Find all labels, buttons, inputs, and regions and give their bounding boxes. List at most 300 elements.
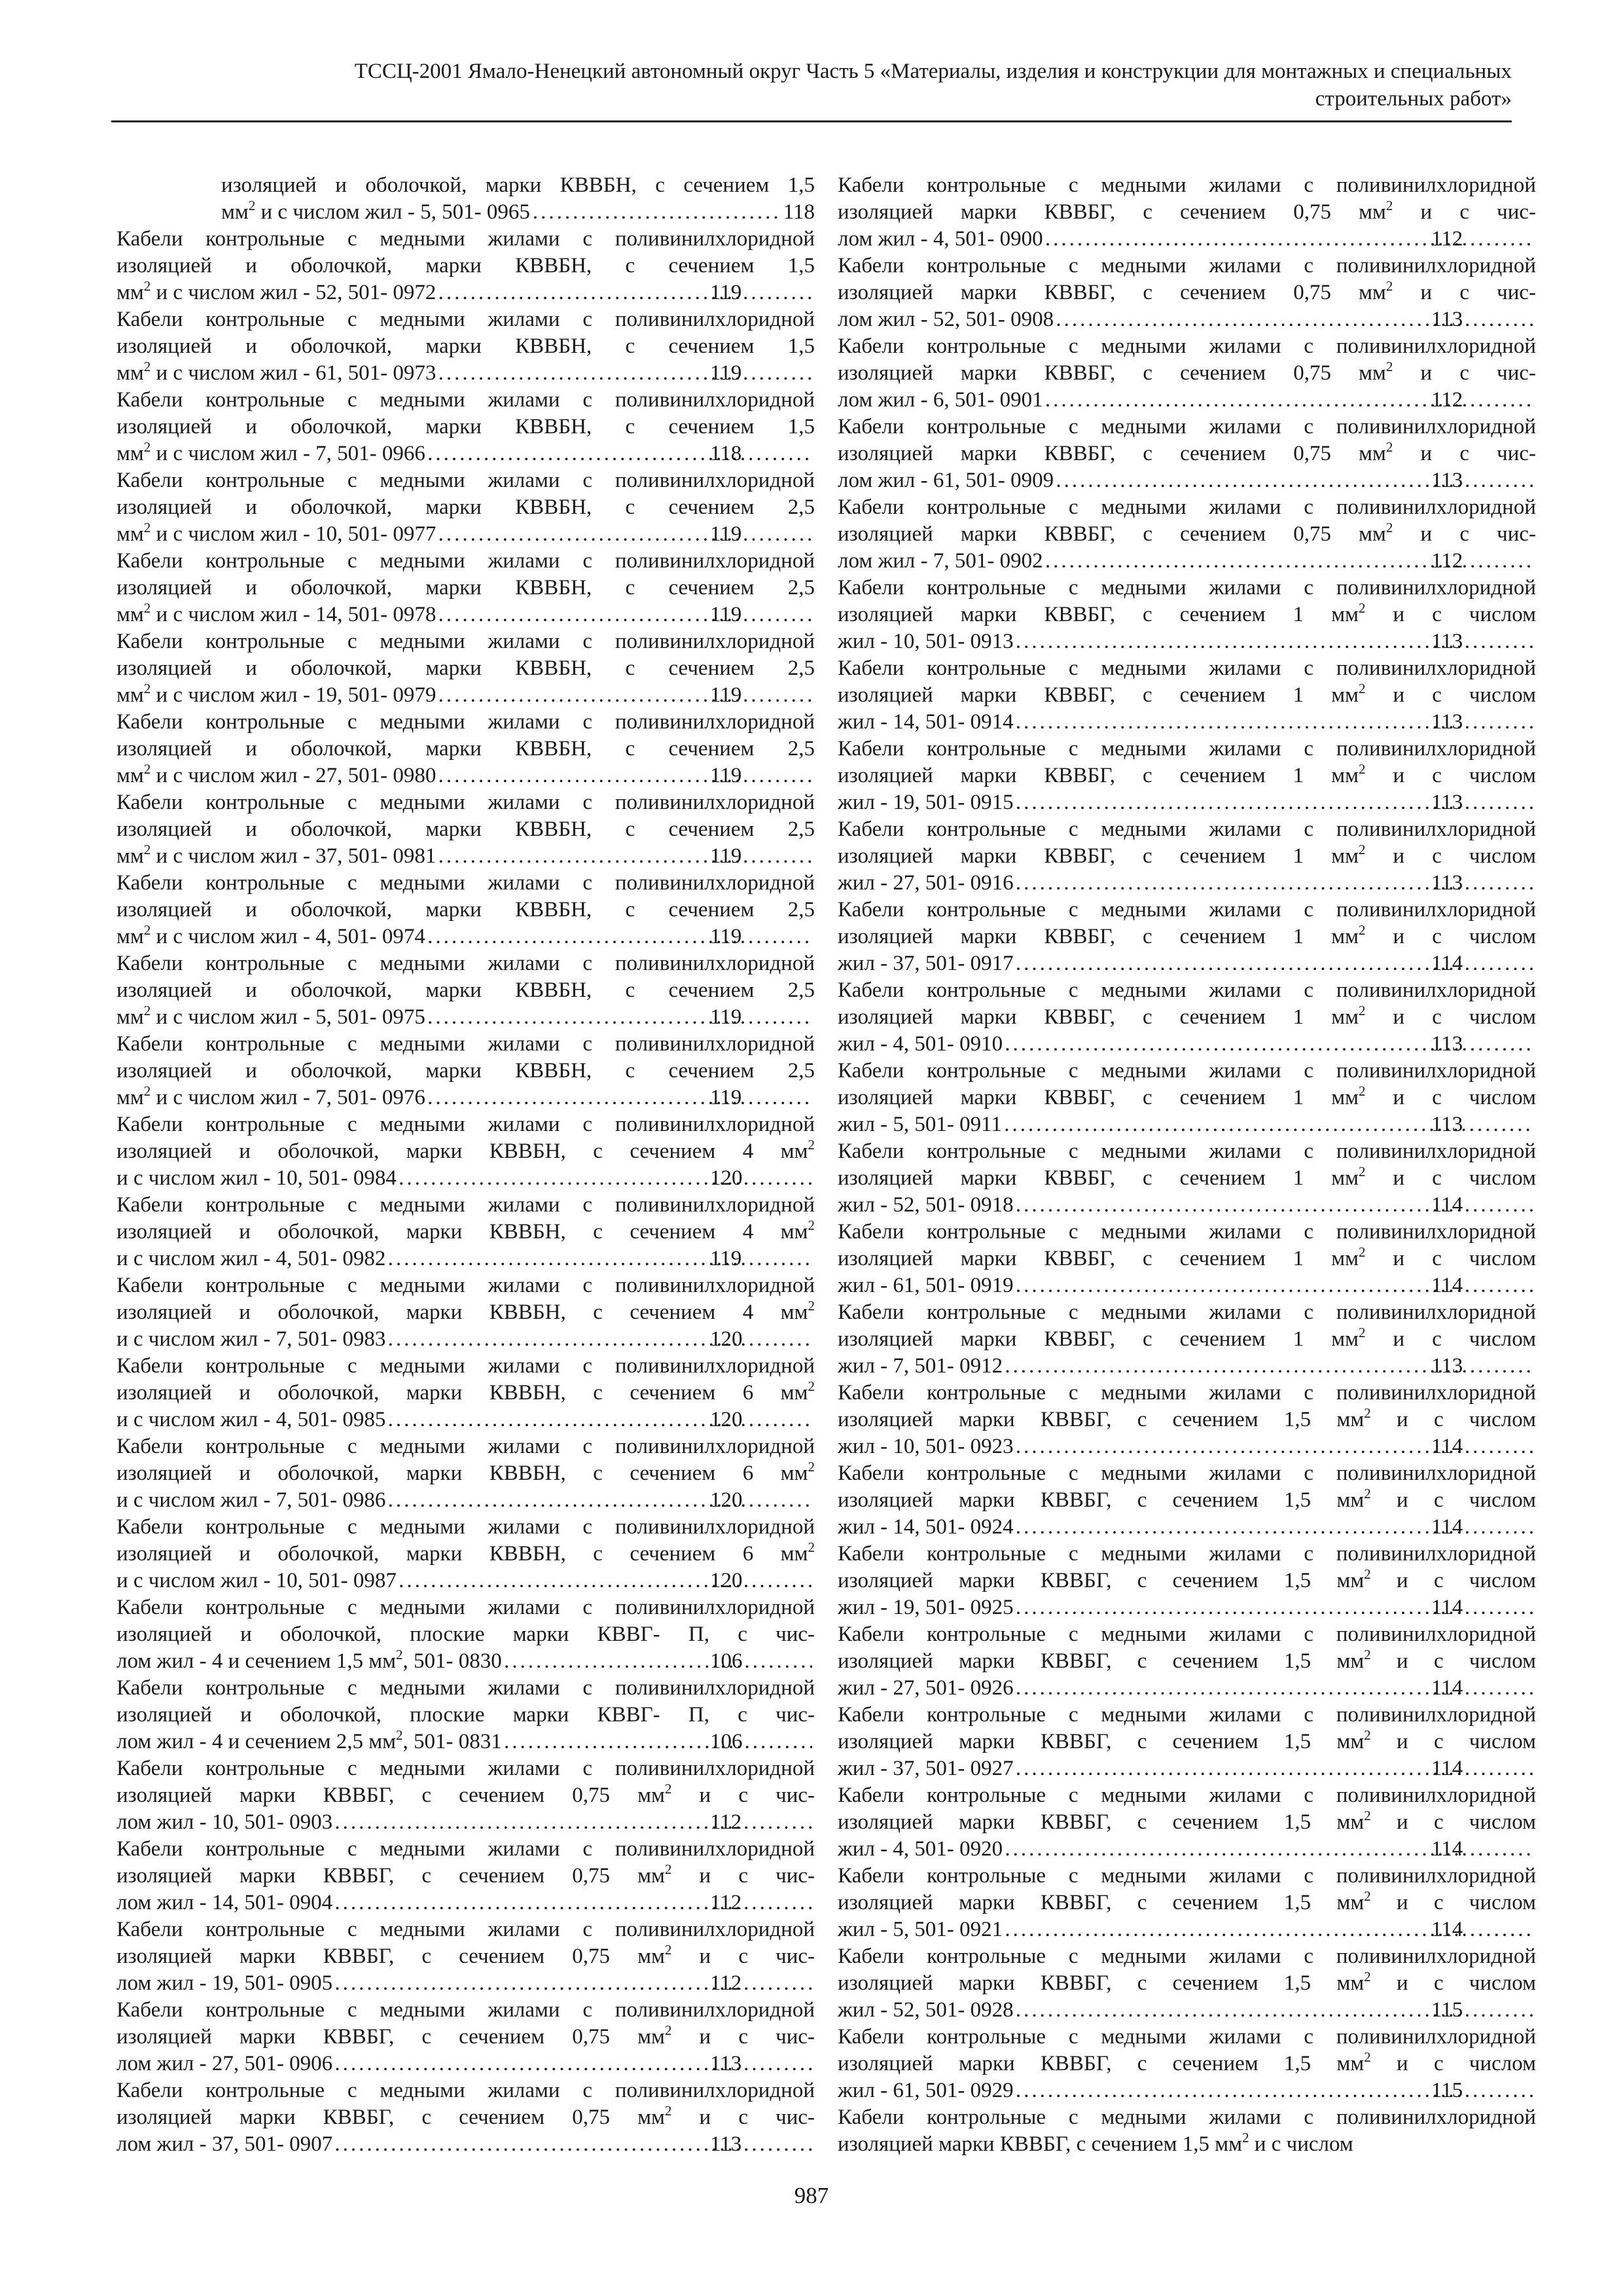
entry-line	[838, 1647, 1537, 1675]
dot-leader	[438, 521, 812, 548]
entry-text: и с чис-	[671, 2025, 815, 2049]
index-entry	[838, 333, 1536, 414]
entry-text-part: жил - 27, 501- 0916	[838, 871, 1014, 895]
entry-text: и с числом	[1365, 603, 1537, 626]
entry-text	[838, 1997, 1014, 2024]
entry-line	[838, 1083, 1537, 1111]
entry-last-line: лом жил - 7, 501- 0902 ..... 112	[942, 548, 1536, 575]
entry-last-line: $мм^2$ и с числом жил - 37, 501- 0981 ..... 119	[221, 843, 815, 870]
index-entry	[838, 494, 1536, 575]
entry-text: изоляцией марки КВВБГ, с сечением 1,5 мм	[838, 1730, 1364, 1753]
superscript: 2	[1385, 520, 1393, 535]
entry-text-part: и с числом жил - 4, 501- 0985	[116, 1408, 386, 1431]
entry-last-line: $мм^2$ и с числом жил - 7, 501- 0966 ..... 118	[221, 440, 815, 467]
entry-text: и с чис-	[1393, 200, 1537, 224]
superscript: 2	[143, 439, 151, 455]
entry-line	[116, 2022, 815, 2051]
entry-text: изоляцией марки КВВБГ, с сечением 1 мм	[838, 683, 1359, 707]
superscript: 2	[1364, 1405, 1371, 1421]
entry-line: Кабели контрольные с медными жилами с поливинилхлоридной	[838, 2106, 1536, 2129]
entry-line	[116, 1942, 815, 1970]
superscript: 2	[396, 1727, 403, 1743]
entry-text-part: , 501- 0830	[402, 1649, 502, 1673]
entry-line: изоляцией и оболочкой, марки КВВБН, с сечением 2,5	[116, 737, 815, 761]
entry-line	[838, 600, 1537, 628]
dot-leader	[438, 682, 812, 709]
index-entry	[838, 816, 1536, 897]
entry-text	[838, 467, 1054, 494]
dot-leader	[399, 1165, 812, 1192]
index-entry	[838, 897, 1536, 977]
entry-text-part: и с числом жил - 4, 501- 0982	[116, 1247, 386, 1270]
index-entry	[116, 1272, 815, 1353]
entry-line: Кабели контрольные с медными жилами с поливинилхлоридной	[116, 2079, 815, 2102]
entry-line: Кабели контрольные с медными жилами с поливинилхлоридной	[838, 1623, 1536, 1646]
superscript: 2	[1385, 359, 1393, 374]
entry-text-part: жил - 19, 501- 0925	[838, 1596, 1014, 1619]
entry-line	[838, 922, 1537, 950]
entry-last-line: жил - 52, 501- 0928 ..... 115	[942, 1997, 1536, 2024]
entry-line: Кабели контрольные с медными жилами с поливинилхлоридной	[838, 817, 1536, 841]
superscript: 2	[664, 1781, 672, 1797]
entry-text-part: и с числом жил - 19, 501- 0979	[151, 683, 437, 707]
entry-text-part: жил - 5, 501- 0911	[838, 1113, 1002, 1136]
entry-text: и с числом	[1370, 1730, 1537, 1753]
entry-line: Кабели контрольные с медными жилами с поливинилхлоридной	[116, 710, 815, 734]
entry-text	[116, 1165, 397, 1192]
entry-text: изоляцией марки КВВБГ, с сечением 1,5 мм	[838, 1488, 1364, 1512]
superscript: 2	[1364, 1888, 1371, 1904]
entry-line: изоляцией и оболочкой, марки КВВБН, с сечением 2,5	[116, 495, 815, 519]
entry-last-line: $мм^2$ и с числом жил - 7, 501- 0976 ..... 119	[221, 1085, 815, 1111]
superscript: 2	[1358, 1244, 1366, 1260]
entry-last-line: жил - 37, 501- 0917 ..... 114	[942, 950, 1536, 977]
entry-text-part: лом жил - 6, 501- 0901	[838, 388, 1043, 412]
entry-text-part: жил - 52, 501- 0928	[838, 1998, 1014, 2022]
entry-line	[116, 1459, 815, 1487]
entry-text	[838, 387, 1043, 414]
entry-text	[838, 789, 1014, 816]
entry-text-part: и с числом жил - 10, 501- 0984	[116, 1166, 397, 1190]
superscript: 2	[1358, 1083, 1366, 1099]
entry-last-line: жил - 61, 501- 0919 ..... 114	[942, 1272, 1536, 1299]
entry-line: Кабели контрольные с медными жилами с поливинилхлоридной	[116, 1274, 815, 1297]
superscript: 2	[1364, 2049, 1371, 2065]
entry-line: Кабели контрольные с медными жилами с поливинилхлоридной	[838, 898, 1536, 922]
entry-text: изоляцией марки КВВБГ, с сечением 0,75 мм	[838, 281, 1386, 304]
entry-text	[838, 1916, 1003, 1943]
entry-line: Кабели контрольные с медными жилами с поливинилхлоридной	[116, 1354, 815, 1378]
entry-line	[838, 1566, 1537, 1594]
superscript: 2	[1358, 1325, 1366, 1340]
entry-line	[838, 1325, 1537, 1353]
entry-text-part: и с числом жил - 14, 501- 0978	[151, 603, 437, 626]
entry-last-line: жил - 7, 501- 0912 ..... 113	[942, 1353, 1536, 1380]
entry-text: и с числом	[1365, 1166, 1537, 1190]
entry-last-line: $мм^2$ и с числом жил - 19, 501- 0979 ..... 119	[221, 682, 815, 709]
entry-line: Кабели контрольные с медными жилами с поливинилхлоридной	[838, 254, 1536, 278]
entry-line	[116, 1781, 815, 1809]
index-entry	[838, 1702, 1536, 1782]
entry-line	[116, 1217, 815, 1246]
index-entry	[116, 628, 815, 709]
dot-leader	[428, 1004, 812, 1031]
entry-text	[116, 1809, 333, 1836]
entry-last-line: и с числом жил - 10, 501- 0984 ..... 120	[221, 1165, 815, 1192]
entry-last-line: жил - 10, 501- 0923 ..... 114	[942, 1433, 1536, 1460]
entry-text	[116, 1083, 425, 1111]
index-entry	[116, 870, 815, 950]
entry-text: и с числом	[1365, 1327, 1537, 1351]
entry-line	[116, 1378, 815, 1407]
superscript: 2	[1358, 922, 1366, 938]
entry-text-part: лом жил - 4 и сечением 2,5 мм	[116, 1730, 397, 1753]
entry-last-line: $мм^2$ и с числом жил - 4, 501- 0974 ..... 119	[221, 924, 815, 950]
entry-last-line: $мм^2$ и с числом жил - 52, 501- 0972 ..... 119	[221, 279, 815, 306]
entry-last-line: жил - 19, 501- 0915 ..... 113	[942, 789, 1536, 816]
entry-text	[838, 950, 1014, 977]
superscript: 2	[1364, 1566, 1371, 1582]
superscript: 2	[143, 681, 151, 696]
entry-text: изоляцией марки КВВБГ, с сечением 0,75 мм	[838, 200, 1386, 224]
entry-text: изоляцией и оболочкой, марки КВВБН, с сечением 6 мм	[116, 1462, 808, 1485]
entry-text: изоляцией и оболочкой, марки КВВБН, с сечением 4 мм	[116, 1220, 808, 1244]
entry-line	[838, 520, 1537, 548]
entry-text	[838, 1031, 1003, 1058]
index-entry	[838, 575, 1536, 655]
index-entry	[116, 1433, 815, 1514]
entry-last-line: жил - 37, 501- 0927 ..... 114	[942, 1755, 1536, 1782]
entry-line	[116, 1539, 815, 1568]
entry-line	[838, 1164, 1537, 1192]
index-column-right	[838, 172, 1536, 2158]
entry-text-part: и с числом жил - 5, 501- 0965	[255, 200, 530, 224]
entry-text-part: и с числом жил - 10, 501- 0987	[116, 1569, 397, 1592]
index-entry	[838, 1541, 1536, 1621]
entry-text: изоляцией марки КВВБГ, с сечением 1 мм	[838, 1005, 1359, 1029]
entry-line: Кабели контрольные с медными жилами с поливинилхлоридной	[838, 1139, 1536, 1163]
dot-leader	[438, 762, 812, 789]
entry-text-part: и с числом жил - 7, 501- 0983	[116, 1327, 386, 1351]
dot-leader	[438, 601, 812, 628]
superscript: 2	[248, 198, 256, 213]
entry-line: изоляцией и оболочкой, марки КВВБН, с сечением 2,5	[116, 978, 815, 1002]
dot-leader	[505, 1729, 812, 1755]
entry-text-part: мм	[116, 683, 144, 707]
index-entry	[116, 1916, 815, 1997]
index-column-left	[116, 172, 815, 2158]
dot-leader	[428, 924, 812, 950]
entry-text-part: жил - 5, 501- 0921	[838, 1918, 1003, 1941]
superscript: 2	[1358, 1164, 1366, 1179]
entry-text: изоляцией марки КВВБГ, с сечением 0,75 мм	[116, 2025, 665, 2049]
entry-last-line: жил - 4, 501- 0910 ..... 113	[942, 1031, 1536, 1058]
entry-text-part: и с числом жил - 10, 501- 0977	[151, 522, 437, 546]
entry-text: изоляцией марки КВВБГ, с сечением 1,5 мм	[838, 2132, 1243, 2156]
entry-line: Кабели контрольные с медными жилами с поливинилхлоридной	[116, 1515, 815, 1539]
entry-text	[116, 1326, 386, 1353]
entry-line: Кабели контрольные с медными жилами с поливинилхлоридной	[116, 549, 815, 573]
entry-line: Кабели контрольные с медными жилами с поливинилхлоридной	[838, 576, 1536, 600]
index-entry	[116, 387, 815, 467]
entry-line: Кабели контрольные с медными жилами с поливинилхлоридной	[116, 227, 815, 251]
index-entry	[838, 2024, 1536, 2104]
entry-line: Кабели контрольные с медными жилами с поливинилхлоридной	[116, 1757, 815, 1780]
entry-line: Кабели контрольные с медными жилами с поливинилхлоридной	[116, 791, 815, 814]
entry-text-part: лом жил - 14, 501- 0904	[116, 1891, 333, 1914]
superscript: 2	[808, 1298, 815, 1314]
index-entry	[116, 1192, 815, 1272]
entry-line	[838, 198, 1537, 226]
index-entry	[116, 1031, 815, 1111]
entry-line: изоляцией и оболочкой, марки КВВБН, с сечением 1,5	[116, 254, 815, 278]
index-entry	[116, 1111, 815, 1192]
entry-line: Кабели контрольные с медными жилами с поливинилхлоридной	[838, 334, 1536, 358]
entry-text-part: жил - 10, 501- 0923	[838, 1435, 1014, 1458]
entry-text-part: жил - 27, 501- 0926	[838, 1676, 1014, 1700]
entry-line	[838, 842, 1537, 870]
entry-text-part: жил - 19, 501- 0915	[838, 791, 1014, 814]
entry-text: и с чис-	[1393, 522, 1537, 546]
index-entry	[838, 655, 1536, 736]
entry-text	[116, 439, 425, 467]
entry-line	[838, 1969, 1537, 1997]
entry-line	[838, 1486, 1537, 1514]
header-line-1: ТССЦ-2001 Ямало-Ненецкий автономный округ Часть 5 «Материалы, изделия и конструкции для монтажных и специальных	[354, 60, 1512, 83]
entry-text	[838, 1433, 1014, 1460]
dot-leader	[428, 1085, 812, 1111]
index-entry	[116, 789, 815, 870]
entry-last-line: $мм^2$ и с числом жил - 27, 501- 0980 ..... 119	[221, 762, 815, 789]
entry-line: Кабели контрольные с медными жилами с поливинилхлоридной	[116, 630, 815, 653]
header-line-2: строительных работ»	[1315, 87, 1512, 111]
entry-last-line: лом жил - 19, 501- 0905 ..... 112	[221, 1970, 815, 1997]
entry-text	[838, 1192, 1014, 1219]
entry-line: Кабели контрольные с медными жилами с поливинилхлоридной	[116, 1435, 815, 1458]
entry-last-line: лом жил - 6, 501- 0901 ..... 112	[942, 387, 1536, 414]
dot-leader	[388, 1246, 812, 1272]
entry-text-part: мм	[116, 442, 144, 465]
entry-text: и с числом	[1370, 2052, 1537, 2075]
entry-text-part: мм	[116, 1005, 144, 1029]
index-entry	[838, 1299, 1536, 1380]
entry-line: Кабели контрольные с медными жилами с поливинилхлоридной	[116, 1596, 815, 1619]
entry-line	[838, 1244, 1537, 1272]
entry-last-line: и с числом жил - 7, 501- 0983 ..... 120	[221, 1326, 815, 1353]
entry-text-part: жил - 52, 501- 0918	[838, 1193, 1014, 1217]
index-entry	[838, 1621, 1536, 1702]
index-entry	[116, 306, 815, 387]
superscript: 2	[1385, 198, 1393, 213]
entry-text	[116, 1003, 425, 1031]
entry-line: Кабели контрольные с медными жилами с поливинилхлоридной	[838, 1703, 1536, 1727]
entry-text: и с чис-	[671, 2106, 815, 2129]
entry-line: Кабели контрольные с медными жилами с поливинилхлоридной	[116, 1676, 815, 1700]
entry-last-line: лом жил - 14, 501- 0904 ..... 112	[221, 1890, 815, 1916]
entry-text-part: и с числом жил - 27, 501- 0980	[151, 764, 437, 787]
superscript: 2	[664, 1861, 672, 1877]
entry-text	[838, 1675, 1014, 1702]
entry-line	[838, 278, 1537, 306]
superscript: 2	[664, 2103, 672, 2119]
entry-text	[116, 2051, 333, 2077]
entry-text: изоляцией марки КВВБГ, с сечением 0,75 мм	[116, 2106, 665, 2129]
entry-line	[838, 1727, 1537, 1755]
index-entry	[116, 950, 815, 1031]
entry-text-part: мм	[116, 361, 144, 385]
entry-text: изоляцией марки КВВБГ, с сечением 1 мм	[838, 764, 1359, 787]
entry-text: и с числом	[1365, 1086, 1537, 1109]
entry-text: и с числом	[1370, 1649, 1537, 1673]
entry-line: изоляцией и оболочкой, марки КВВБН, с сечением 2,5	[116, 656, 815, 680]
entry-last-line: жил - 4, 501- 0920 ..... 114	[942, 1836, 1536, 1863]
entry-text	[838, 1111, 1002, 1138]
entry-line: изоляцией и оболочкой, марки КВВБН, с сечением 1,5	[116, 334, 815, 358]
entry-last-line: жил - 19, 501- 0925 ..... 114	[942, 1594, 1536, 1621]
entry-line: Кабели контрольные с медными жилами с поливинилхлоридной	[838, 495, 1536, 519]
index-entry	[838, 1058, 1536, 1138]
entry-text: изоляцией марки КВВБГ, с сечением 0,75 мм	[116, 1864, 665, 1888]
entry-last-line: жил - 14, 501- 0924 ..... 114	[942, 1514, 1536, 1541]
index-entry	[116, 1997, 815, 2077]
entry-text-part: мм	[116, 281, 144, 304]
entry-text-part: и с числом жил - 61, 501- 0973	[151, 361, 437, 385]
entry-last-line: жил - 14, 501- 0914 ..... 113	[942, 709, 1536, 736]
entry-text	[116, 2131, 333, 2158]
entry-text: и с числом	[1370, 1810, 1537, 1834]
entry-last-line	[221, 199, 815, 226]
entry-text: и с чис-	[1393, 281, 1537, 304]
superscript: 2	[1364, 1808, 1371, 1823]
entry-text-part: жил - 10, 501- 0913	[838, 630, 1014, 653]
index-entry	[116, 2077, 815, 2158]
index-entry	[838, 977, 1536, 1058]
entry-line	[838, 1003, 1537, 1031]
index-entry	[116, 1353, 815, 1433]
entry-line: изоляцией и оболочкой, марки КВВБН, с сечением 2,5	[116, 576, 815, 600]
entry-line: Кабели контрольные с медными жилами с поливинилхлоридной	[838, 1542, 1536, 1566]
entry-line: Кабели контрольные с медными жилами с поливинилхлоридной	[838, 415, 1536, 439]
entry-text: изоляцией марки КВВБГ, с сечением 1 мм	[838, 603, 1359, 626]
entry-text-part: жил - 4, 501- 0920	[838, 1837, 1003, 1861]
entry-last-line: лом жил - 27, 501- 0906 ..... 113	[221, 2051, 815, 2077]
entry-text-part: жил - 37, 501- 0917	[838, 952, 1014, 975]
entry-last-line: лом жил - 52, 501- 0908 ..... 113	[942, 306, 1536, 333]
entry-text: и с числом	[1365, 683, 1537, 707]
entry-text	[838, 709, 1014, 736]
entry-text: и с числом	[1370, 1569, 1537, 1592]
header-rule	[111, 120, 1512, 122]
entry-text	[838, 1836, 1003, 1863]
entry-text: и с числом	[1370, 1891, 1537, 1914]
entry-last-line: жил - 27, 501- 0926 ..... 114	[942, 1675, 1536, 1702]
superscript: 2	[1358, 761, 1366, 777]
entry-text: изоляцией марки КВВБГ, с сечением 0,75 мм	[838, 361, 1386, 385]
entry-text	[116, 1970, 333, 1997]
entry-text: изоляцией марки КВВБГ, с сечением 1,5 мм	[838, 1891, 1364, 1914]
entry-last-line: лом жил - 4, 501- 0900 ..... 112	[942, 226, 1536, 253]
entry-last-line: и с числом жил - 7, 501- 0986 ..... 120	[221, 1487, 815, 1514]
superscript: 2	[664, 2022, 672, 2038]
entry-text-part: и с числом жил - 52, 501- 0972	[151, 281, 437, 304]
entry-text-part: жил - 61, 501- 0919	[838, 1274, 1014, 1297]
entry-text: и с числом	[1370, 1971, 1537, 1995]
entry-line: Кабели контрольные с медными жилами с поливинилхлоридной	[116, 1113, 815, 1136]
superscript: 2	[664, 1942, 672, 1958]
entry-last-line: и с числом жил - 4, 501- 0982 ..... 119	[221, 1246, 815, 1272]
entry-last-line: жил - 61, 501- 0929 ..... 115	[942, 2077, 1536, 2104]
entry-last-line: $мм^2$ и с числом жил - 5, 501- 0975 ..... 119	[221, 1004, 815, 1031]
index-entry	[116, 172, 815, 226]
superscript: 2	[143, 842, 151, 857]
index-entry	[838, 1380, 1536, 1460]
index-entry	[838, 414, 1536, 494]
entry-line: Кабели контрольные с медными жилами с поливинилхлоридной	[838, 656, 1536, 680]
entry-line	[838, 1808, 1537, 1836]
entry-text	[838, 548, 1043, 575]
superscript: 2	[143, 520, 151, 535]
entry-line: изоляцией и оболочкой, марки КВВБН, с сечением 2,5	[116, 817, 815, 841]
entry-text-part: и с числом жил - 5, 501- 0975	[151, 1005, 425, 1029]
entry-text: изоляцией марки КВВБГ, с сечением 1,5 мм	[838, 2052, 1364, 2075]
index-entry	[116, 1514, 815, 1594]
entry-text: изоляцией марки КВВБГ, с сечением 1,5 мм	[838, 1649, 1364, 1673]
entry-last-line: и с числом жил - 4, 501- 0985 ..... 120	[221, 1407, 815, 1433]
superscript: 2	[143, 278, 151, 294]
index-entry	[838, 1460, 1536, 1541]
dot-leader	[388, 1326, 812, 1353]
superscript: 2	[143, 1003, 151, 1018]
dot-leader	[388, 1487, 812, 1514]
entry-text-part: лом жил - 19, 501- 0905	[116, 1971, 333, 1995]
entry-line: изоляцией и оболочкой, марки КВВБН, с сечением 2,5	[116, 898, 815, 922]
superscript: 2	[396, 1647, 403, 1662]
dot-leader	[505, 1648, 812, 1675]
entry-text-part: лом жил - 10, 501- 0903	[116, 1810, 333, 1834]
entry-text-part: мм	[221, 200, 249, 224]
entry-line: Кабели контрольные с медными жилами с поливинилхлоридной	[838, 1784, 1536, 1807]
superscript: 2	[143, 761, 151, 777]
entry-text-part: мм	[116, 844, 144, 868]
index-entry	[116, 709, 815, 789]
index-entry	[838, 172, 1536, 253]
entry-line: Кабели контрольные с медными жилами с поливинилхлоридной	[838, 1945, 1536, 1968]
entry-text	[116, 922, 425, 950]
entry-line	[838, 761, 1537, 789]
entry-text-part: мм	[116, 603, 144, 626]
entry-line: Кабели контрольные с медными жилами с поливинилхлоридной	[116, 871, 815, 895]
entry-text	[116, 1487, 386, 1514]
entry-text: и с числом	[1365, 764, 1537, 787]
entry-line	[838, 2130, 1536, 2158]
entry-text: изоляцией и оболочкой, марки КВВБН, с сечением 6 мм	[116, 1542, 808, 1566]
entry-text: изоляцией марки КВВБГ, с сечением 1 мм	[838, 1086, 1359, 1109]
index-entry	[116, 1675, 815, 1755]
dot-leader	[438, 279, 812, 306]
entry-line: Кабели контрольные с медными жилами с поливинилхлоридной	[116, 1032, 815, 1056]
entry-text: изоляцией марки КВВБГ, с сечением 1,5 мм	[838, 1971, 1364, 1995]
entry-text	[838, 1272, 1014, 1299]
entry-last-line: $мм^2$ и с числом жил - 10, 501- 0977 ..... 119	[221, 521, 815, 548]
entry-text: и с чис-	[1393, 442, 1537, 465]
index-entry	[838, 1943, 1536, 2024]
entry-text: изоляцией марки КВВБГ, с сечением 0,75 мм	[838, 442, 1386, 465]
entry-last-line: жил - 5, 501- 0921 ..... 114	[942, 1916, 1536, 1943]
entry-text	[838, 2077, 1014, 2104]
entry-line	[838, 1888, 1537, 1916]
index-entry	[116, 1594, 815, 1675]
entry-text: и с чис-	[671, 1945, 815, 1968]
